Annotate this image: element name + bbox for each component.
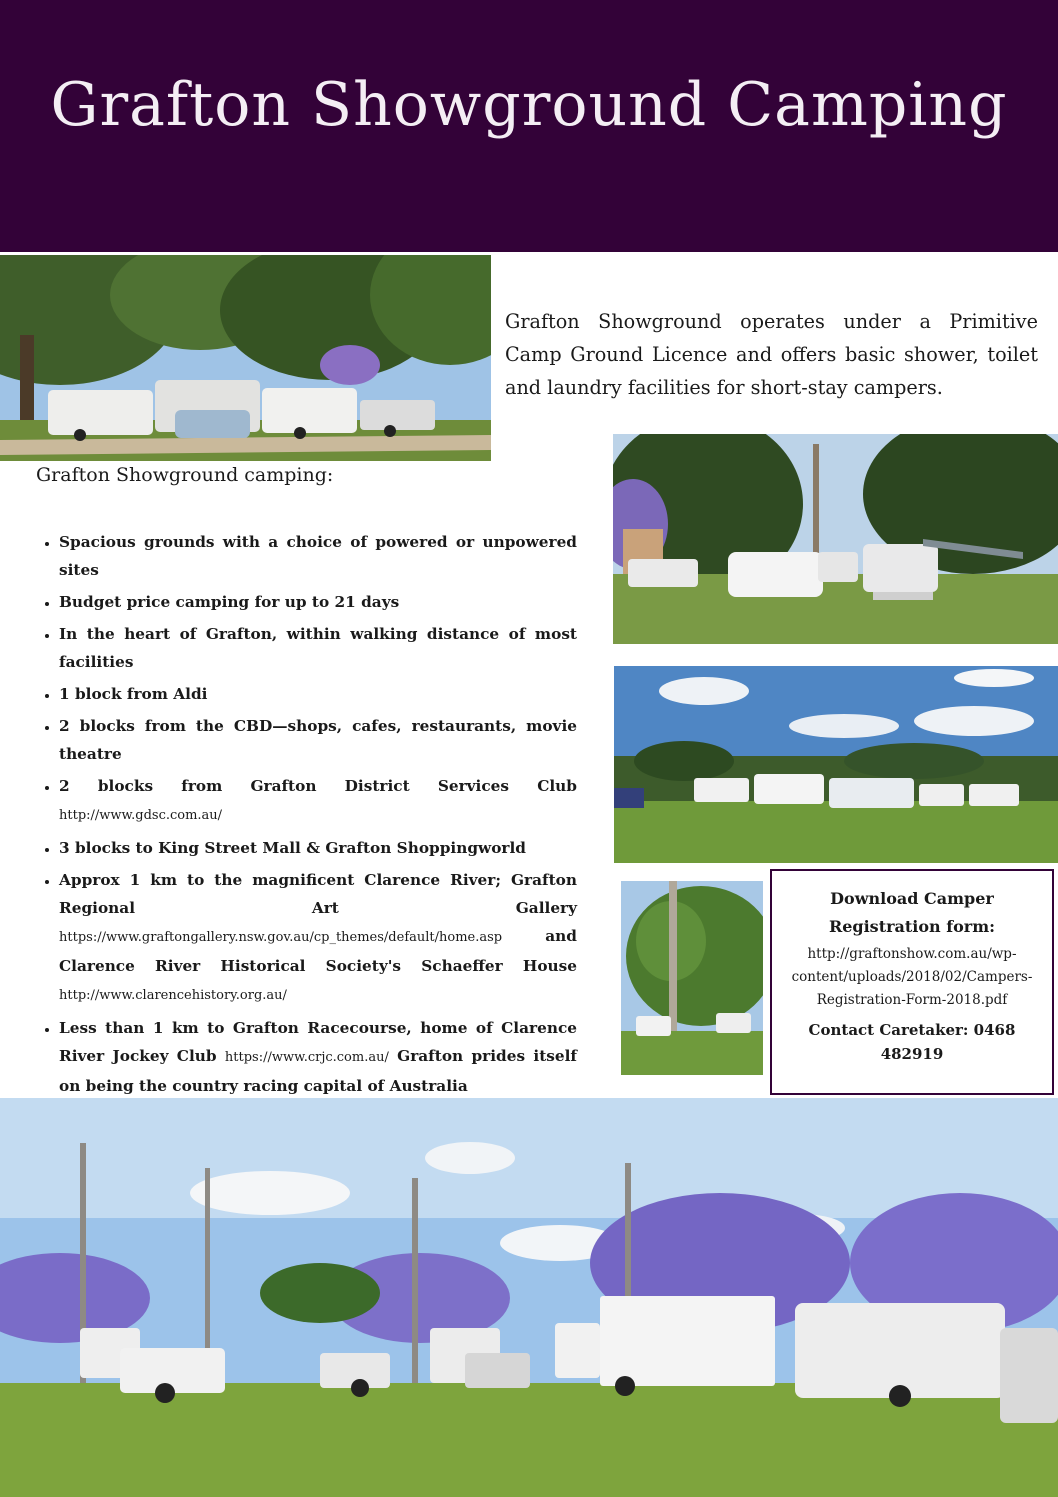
- list-item: • 3 blocks to King Street Mall & Grafton Shoppingworld: [59, 834, 577, 862]
- list-item: • Budget price camping for up to 21 days: [59, 588, 577, 616]
- jockey-club-link[interactable]: https://www.crjc.com.au/: [224, 1050, 389, 1065]
- page-title: Grafton Showground Camping: [50, 70, 1008, 140]
- gdsc-link[interactable]: http://www.gdsc.com.au/: [59, 808, 223, 823]
- list-item: • Less than 1 km to Grafton Racecourse, home of Clarence River Jockey Club https://www.crjc.com.au/ Grafton prides itself on being the country racing capital of Australia: [59, 1014, 577, 1100]
- intro-paragraph: Grafton Showground operates under a Primitive Camp Ground Licence and offers basic shower, toilet and laundry facilities for short-stay campers.: [505, 310, 1038, 400]
- campsite-photo-jacarandas: [0, 1098, 1058, 1497]
- campsite-photo-field: [614, 666, 1058, 863]
- features-list: [36, 528, 577, 1104]
- campsite-photo-tree: [621, 881, 763, 1075]
- list-item: • Spacious grounds with a choice of powered or unpowered sites: [59, 528, 577, 584]
- registration-title: Download Camper Registration form:: [828, 889, 996, 936]
- historical-society-link[interactable]: http://www.clarencehistory.org.au/: [59, 988, 287, 1003]
- campsite-photo-vans: [613, 434, 1058, 644]
- registration-box: [770, 869, 1054, 1095]
- list-item: • Approx 1 km to the magnificent Clarence River; Grafton Regional Art Gallery https://www.graftongallery.nsw.gov.au/cp_themes/default/home.asp and Clarence River Historical Society's Schaeffer House http://www.clarencehistory.org.au/: [59, 866, 577, 1010]
- features-heading: Grafton Showground camping:: [36, 464, 334, 486]
- list-item: • 2 blocks from the CBD—shops, cafes, restaurants, movie theatre: [59, 712, 577, 768]
- registration-form-link[interactable]: http://graftonshow.com.au/wp-content/uploads/2018/02/Campers-Registration-Form-2018.pdf: [791, 946, 1033, 1008]
- list-item: • 2 blocks from Grafton District Services Club http://www.gdsc.com.au/: [59, 772, 577, 830]
- list-item: • 1 block from Aldi: [59, 680, 577, 708]
- list-item: • In the heart of Grafton, within walking distance of most facilities: [59, 620, 577, 676]
- caretaker-contact: Contact Caretaker: 0468 482919: [808, 1021, 1016, 1063]
- gallery-link[interactable]: https://www.graftongallery.nsw.gov.au/cp_themes/default/home.asp: [59, 930, 503, 945]
- campsite-photo-trees: [0, 255, 491, 461]
- title-banner: [0, 0, 1058, 252]
